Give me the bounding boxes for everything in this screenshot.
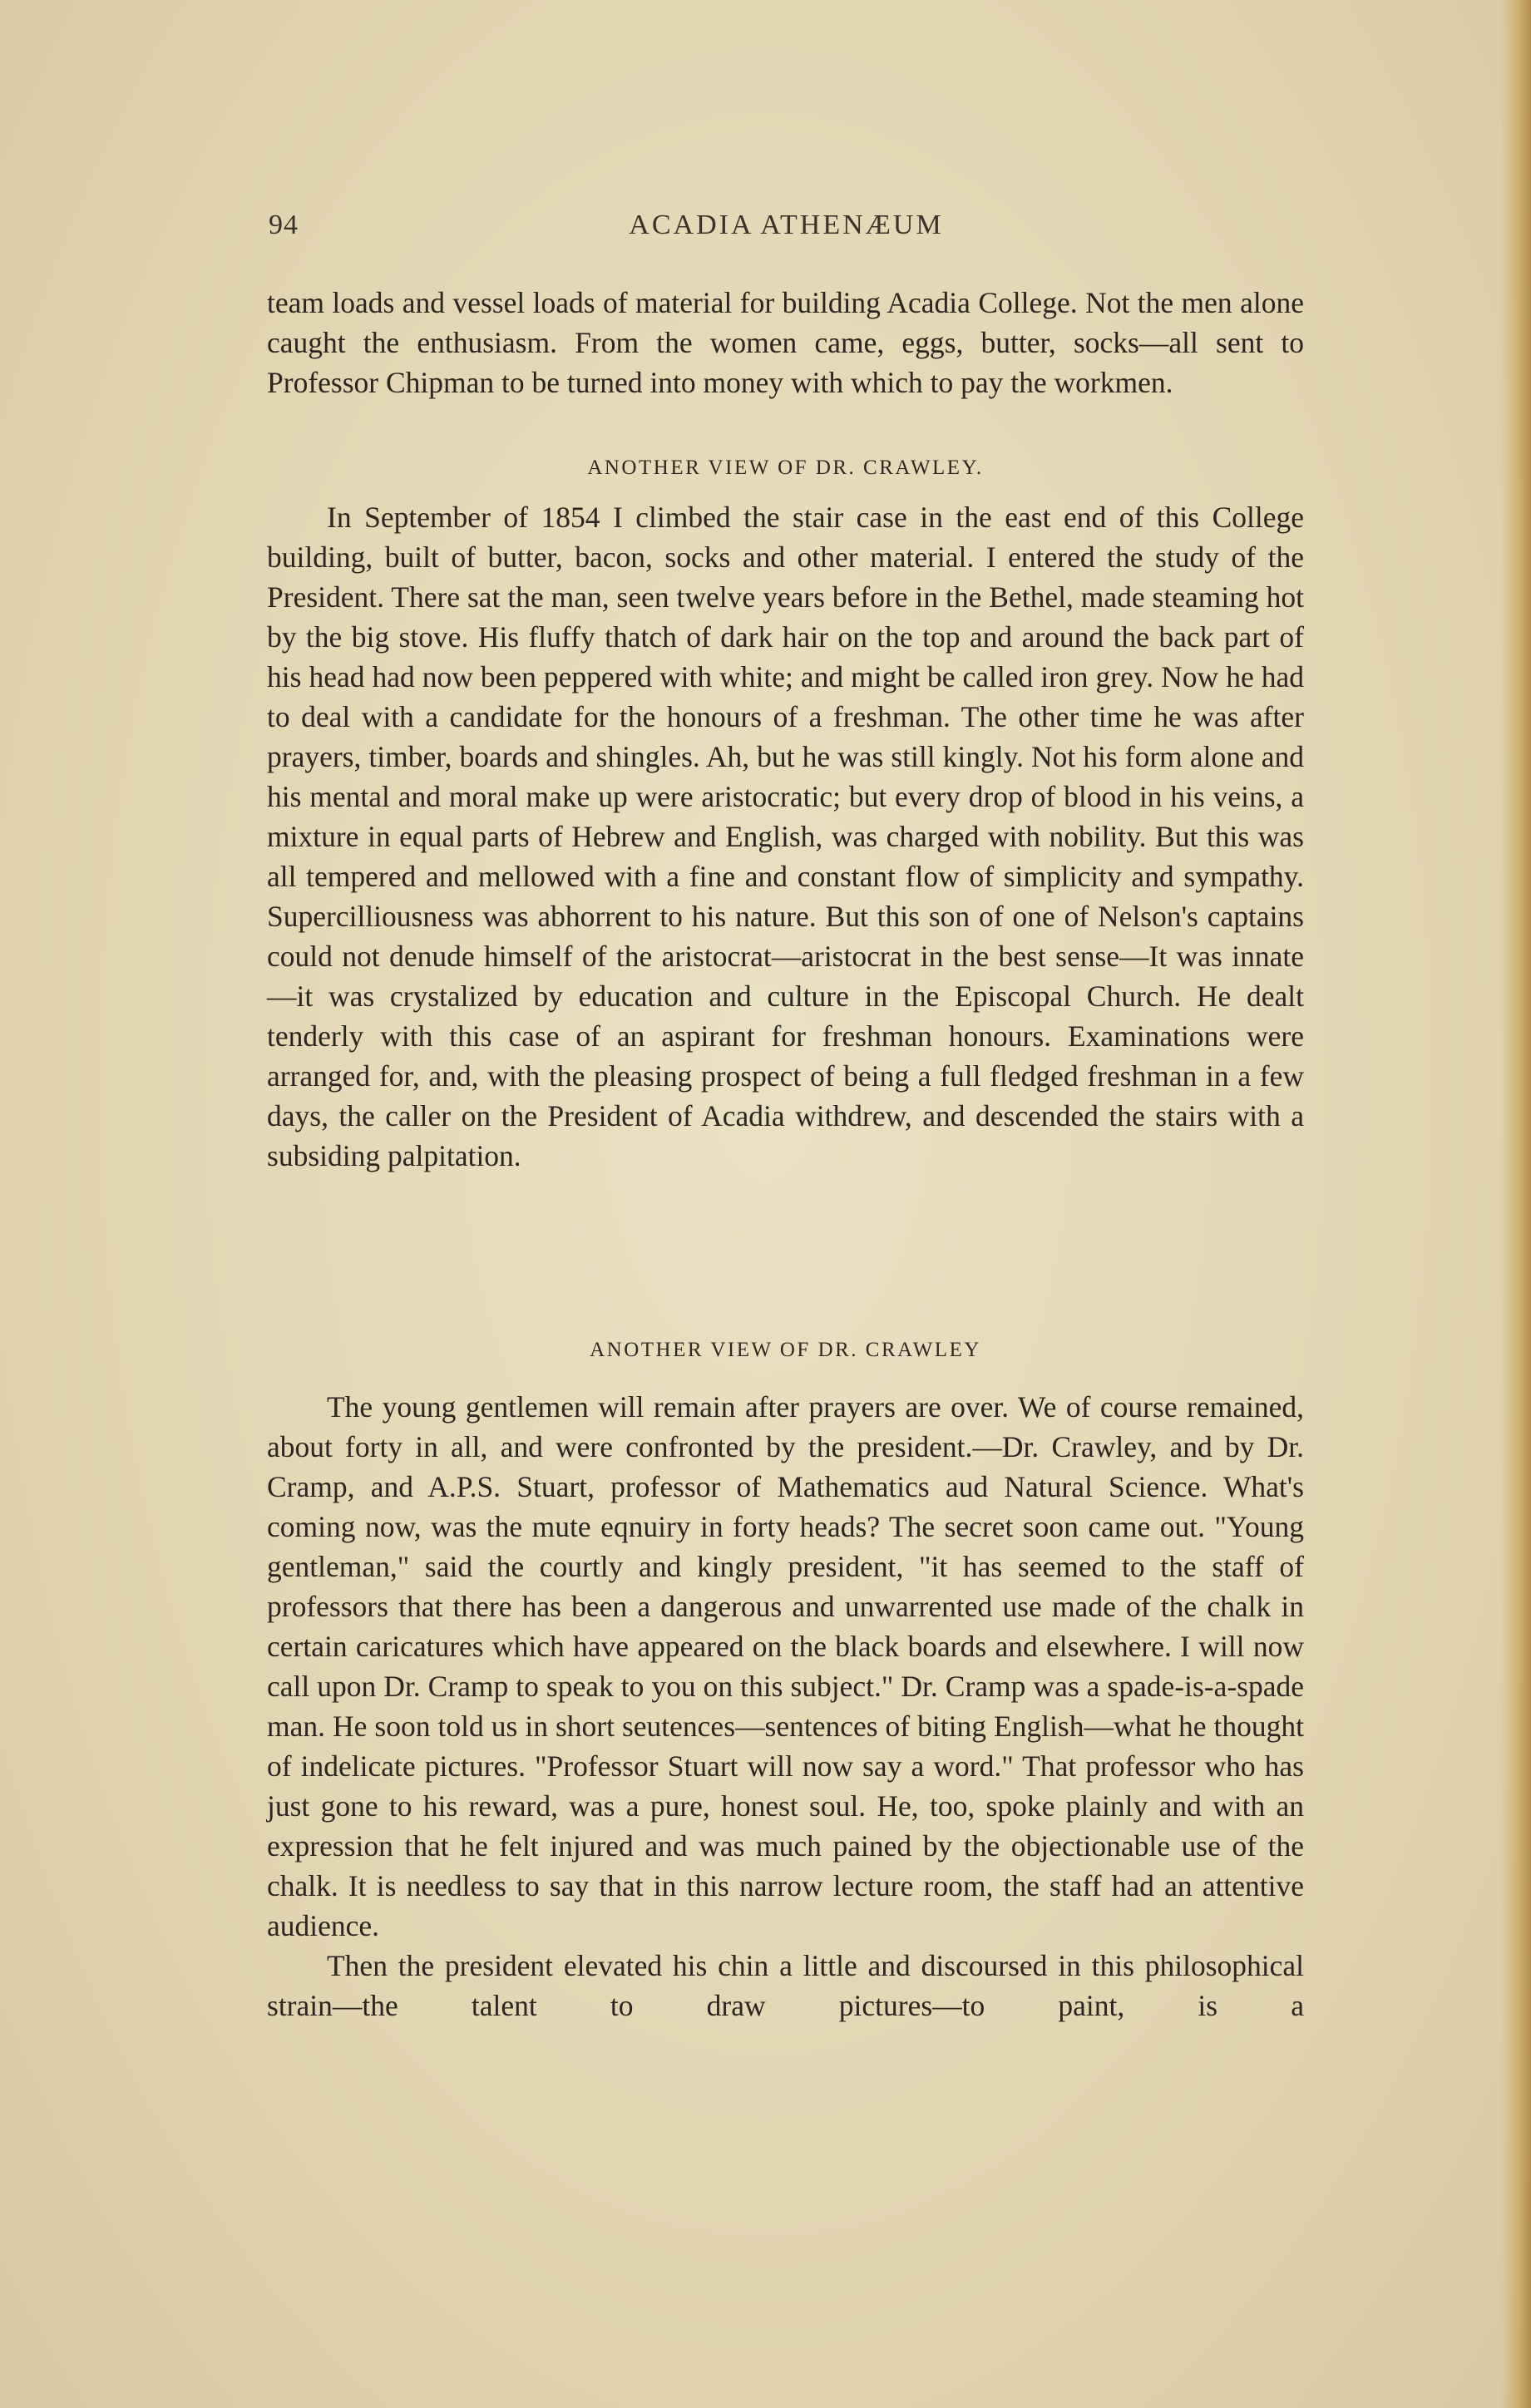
- section-heading: ANOTHER VIEW OF DR. CRAWLEY.: [587, 456, 984, 479]
- section-1-text: [267, 283, 1304, 402]
- paragraph: The young gentlemen will remain after prayers are over. We of course remained, about forty in all, and were confronted by the president.—Dr. Crawley, and by Dr. Cramp, and A.P.S. Stuart, professor of Mathematics aud Natural Science. What's coming now, was the mute eqnuiry in forty heads? The secret soon came out. "Young gentleman," said the courtly and kingly president, "it has seemed to the staff of professors that there has been a dangerous and unwarrented use made of the chalk in certain caricatures which have appeared on the black boards and elsewhere. I will now call upon Dr. Cramp to speak to you on this subject." Dr. Cramp was a spade-is-a-spade man. He soon told us in short seutences—sentences of biting English—what he thought of indelicate pictures. "Professor Stuart will now say a word." That professor who has just gone to his reward, was a pure, honest soul. He, too, spoke plainly and with an expression that he felt injured and was much pained by the objectionable use of the chalk. It is needless to say that in this narrow lecture room, the staff had an attentive audience.: [267, 1390, 1304, 1942]
- paragraph: Then the president elevated his chin a little and discoursed in this philosophical strain—the talent to draw pictures—to paint, is a: [267, 1949, 1304, 2022]
- page-edge-shadow: [1501, 0, 1531, 2408]
- running-title: ACADIA ATHENÆUM: [629, 210, 944, 240]
- paragraph: In September of 1854 I climbed the stair case in the east end of this College building, built of butter, bacon, socks and other material. I entered the study of the President. There sat the man, seen twelve years before in the Bethel, made steaming hot by the big stove. His fluffy thatch of dark hair on the top and around the back part of his head had now been peppered with white; and might be called iron grey. Now he had to deal with a candidate for the honours of a freshman. The other time he was after prayers, timber, boards and shingles. Ah, but he was still kingly. Not his form alone and his mental and moral make up were aristocratic; but every drop of blood in his veins, a mixture in equal parts of Hebrew and English, was charged with nobility. But this was all tempered and mellowed with a fine and constant flow of simplicity and sympathy. Supercilliousness was abhorrent to his nature. But this son of one of Nelson's captains could not denude himself of the aristocrat—aristocrat in the best sense—It was innate—it was crystalized by education and culture in the Episcopal Church. He dealt tenderly with this case of an aspirant for freshman honours. Examinations were arranged for, and, with the pleasing prospect of being a full fledged freshman in a few days, the caller on the President of Acadia withdrew, and descended the stairs with a subsiding palpitation.: [267, 501, 1304, 1172]
- section-heading: ANOTHER VIEW OF DR. CRAWLEY: [590, 1339, 981, 1361]
- page-number: 94: [269, 210, 299, 240]
- paragraph: team loads and vessel loads of material for building Acadia College. Not the men alone caught the enthusiasm. From the women came, eggs, butter, socks—all sent to Professor Chipman to be turned into money with which to pay the workmen.: [267, 286, 1304, 399]
- section-2-text: [267, 497, 1304, 1176]
- section-3-text: [267, 1387, 1304, 2026]
- page-header: [269, 210, 1304, 251]
